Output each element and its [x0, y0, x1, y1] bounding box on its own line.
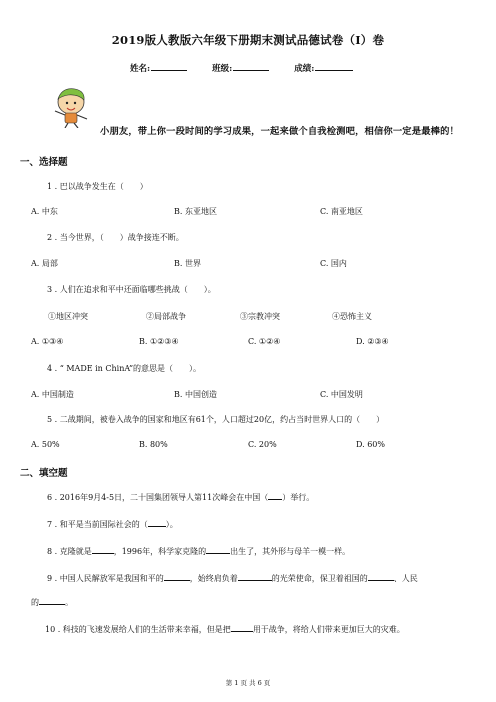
- student-info-fields: [130, 62, 375, 74]
- mascot-illustration: [48, 84, 94, 128]
- question-4: 4 . “ MADE in ChinA”的意思是（ ）。: [47, 364, 202, 373]
- q9-blank-3[interactable]: [368, 573, 394, 581]
- q3-option-d[interactable]: D. ②③④: [356, 337, 389, 346]
- q3-item-1: ①地区冲突: [48, 312, 88, 321]
- q10-blank[interactable]: [231, 624, 253, 632]
- q9-text-d: 、人民: [393, 574, 418, 583]
- question-7: [47, 519, 178, 530]
- q2-option-c[interactable]: C. 国内: [320, 259, 347, 268]
- q9-text-a: 9 . 中国人民解放军是我国和平的: [47, 574, 164, 583]
- question-2: 2 . 当今世界，（ ）战争接连不断。: [47, 233, 184, 242]
- page-footer: 第 1 页 共 6 页: [225, 679, 271, 687]
- q5-option-b[interactable]: B. 80%: [139, 440, 168, 449]
- q6-text-a: 6 . 2016年9月4-5日，二十国集团领导人第11次峰会在中国（: [47, 493, 269, 502]
- q7-text-a: 7 . 和平是当前国际社会的（: [47, 520, 148, 529]
- q4-option-c[interactable]: C. 中国发明: [320, 390, 363, 399]
- q3-item-3: ③宗教冲突: [240, 312, 280, 321]
- q8-blank-1[interactable]: [92, 546, 114, 554]
- q2-option-a[interactable]: A. 局部: [31, 259, 58, 268]
- q4-option-a[interactable]: A. 中国制造: [31, 390, 74, 399]
- q9-text-b: ，始终肩负着: [189, 574, 238, 583]
- q1-option-b[interactable]: B. 东亚地区: [174, 207, 217, 216]
- section-choice-title: 一、选择题: [20, 157, 68, 168]
- question-5: 5 . 二战期间，被卷入战争的国家和地区有61个，人口超过20亿，约占当时世界人口的（ ）: [47, 415, 385, 424]
- q1-option-c[interactable]: C. 南亚地区: [320, 207, 363, 216]
- q6-blank[interactable]: [268, 492, 282, 500]
- class-blank[interactable]: [233, 62, 269, 71]
- q10-text-b: 用于战争，将给人们带来更加巨大的灾难。: [252, 625, 405, 634]
- q6-text-b: ）举行。: [282, 493, 315, 502]
- q3-item-4: ④恐怖主义: [332, 312, 372, 321]
- encouragement-text: 小朋友，带上你一段时间的学习成果，一起来做个自我检测吧，相信你一定是最棒的！: [100, 126, 459, 137]
- question-10: [45, 624, 405, 635]
- q2-option-b[interactable]: B. 世界: [174, 259, 201, 268]
- q5-option-a[interactable]: A. 50%: [31, 440, 60, 449]
- name-label: 姓名:: [130, 64, 151, 74]
- class-label: 班级:: [212, 64, 233, 74]
- q8-text-b: ，1996年，科学家克隆的: [113, 547, 207, 556]
- score-field: [294, 62, 353, 74]
- score-label: 成绩:: [294, 64, 315, 74]
- section-fill-title: 二、填空题: [20, 468, 68, 479]
- q9-text-e: 的: [31, 598, 39, 607]
- name-field: [130, 62, 187, 74]
- question-3: 3 . 人们在追求和平中还面临哪些挑战（ ）。: [47, 285, 216, 294]
- q8-text-c: 出生了，其外形与母羊一模一样。: [230, 547, 351, 556]
- q9-text-f: 。: [65, 598, 73, 607]
- page-title: 2019版人教版六年级下册期末测试品德试卷（I）卷: [111, 33, 385, 47]
- score-blank[interactable]: [315, 62, 353, 71]
- q10-text-a: 10 . 科技的飞速发展给人们的生活带来幸福，但是把: [45, 625, 231, 634]
- question-8: [47, 546, 350, 557]
- question-6: [47, 492, 314, 503]
- q9-blank-1[interactable]: [164, 573, 190, 581]
- q5-option-d[interactable]: D. 60%: [356, 440, 385, 449]
- q4-option-b[interactable]: B. 中国创造: [174, 390, 217, 399]
- question-1: 1 . 巴以战争发生在（ ）: [47, 182, 148, 191]
- q9-blank-4[interactable]: [39, 597, 65, 605]
- class-field: [212, 62, 269, 74]
- q1-option-a[interactable]: A. 中东: [31, 207, 58, 216]
- q7-blank[interactable]: [148, 519, 166, 527]
- q3-option-a[interactable]: A. ①③④: [31, 337, 64, 346]
- q9-text-c: 的光荣使命，保卫着祖国的: [271, 574, 368, 583]
- name-blank[interactable]: [151, 62, 187, 71]
- q5-option-c[interactable]: C. 20%: [248, 440, 277, 449]
- q3-option-b[interactable]: B. ①②③④: [139, 337, 179, 346]
- q8-blank-2[interactable]: [206, 546, 230, 554]
- q9-blank-2[interactable]: [238, 573, 272, 581]
- question-9-continued: [31, 597, 73, 608]
- q3-option-c[interactable]: C. ①②④: [248, 337, 281, 346]
- q7-text-b: ）。: [165, 520, 178, 529]
- q8-text-a: 8 . 克隆就是: [47, 547, 92, 556]
- q3-item-2: ②局部战争: [146, 312, 186, 321]
- question-9: [47, 573, 418, 584]
